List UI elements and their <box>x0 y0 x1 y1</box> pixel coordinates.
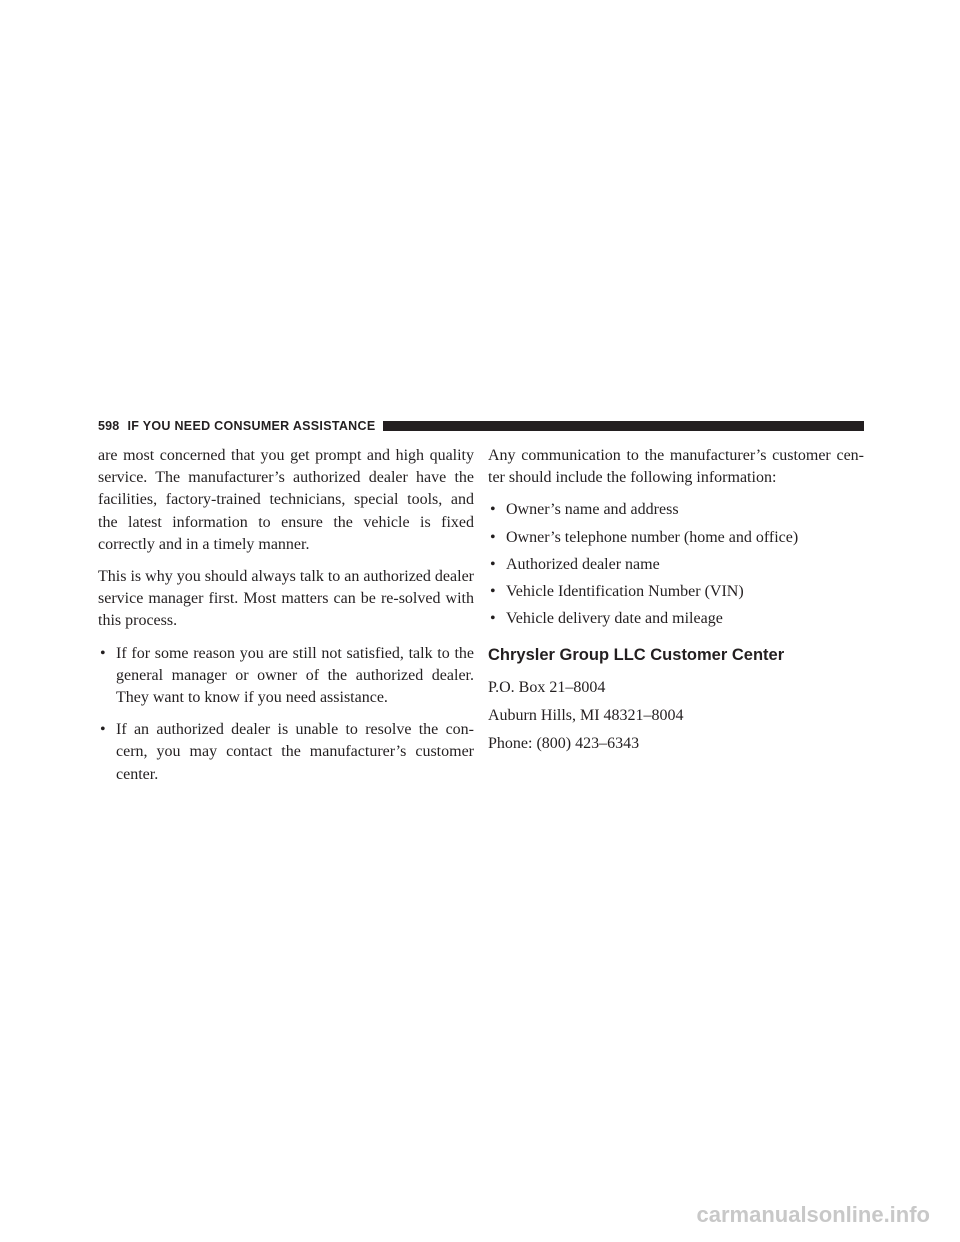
page-number: 598 <box>98 419 120 433</box>
header-rule <box>383 421 864 431</box>
address-line: P.O. Box 21–8004 <box>488 678 606 696</box>
customer-center-heading: Chrysler Group LLC Customer Center <box>488 646 785 665</box>
list-item: • If for some reason you are still not satisfied, talk to the general manager or owner of the authorized dealer. They want to know if you need assistance. <box>98 643 474 710</box>
page-header <box>98 418 864 434</box>
paragraph: are most concerned that you get prompt and high quality service. The manufacturer’s authorized dealer have the facilities, factory-trained technicians, special tools, and the latest information to ensure the vehicle is fixed correctly and in a timely manner. <box>98 447 474 553</box>
address-line: Auburn Hills, MI 48321–8004 <box>488 706 684 724</box>
list-item: • Vehicle Identification Number (VIN) <box>488 581 864 603</box>
bullet-list <box>98 643 474 786</box>
left-column <box>98 445 474 796</box>
watermark: carmanualsonline.info <box>696 1202 930 1227</box>
list-item: • Owner’s telephone number (home and office) <box>488 527 864 549</box>
phone-line: Phone: (800) 423–6343 <box>488 735 640 753</box>
right-column <box>488 445 864 761</box>
bullet-list <box>488 499 864 630</box>
list-item: • Owner’s name and address <box>488 499 864 521</box>
list-item: • Vehicle delivery date and mileage <box>488 608 864 630</box>
section-title: IF YOU NEED CONSUMER ASSISTANCE <box>127 419 376 433</box>
paragraph: This is why you should always talk to an authorized dealer service manager first. Most matters can be re-solved with this process. <box>98 568 474 630</box>
list-item: • Authorized dealer name <box>488 554 864 576</box>
list-item: • If an authorized dealer is unable to resolve the con-cern, you may contact the manufacturer’s customer center. <box>98 719 474 786</box>
paragraph: Any communication to the manufacturer’s customer cen-ter should include the following information: <box>488 447 864 487</box>
